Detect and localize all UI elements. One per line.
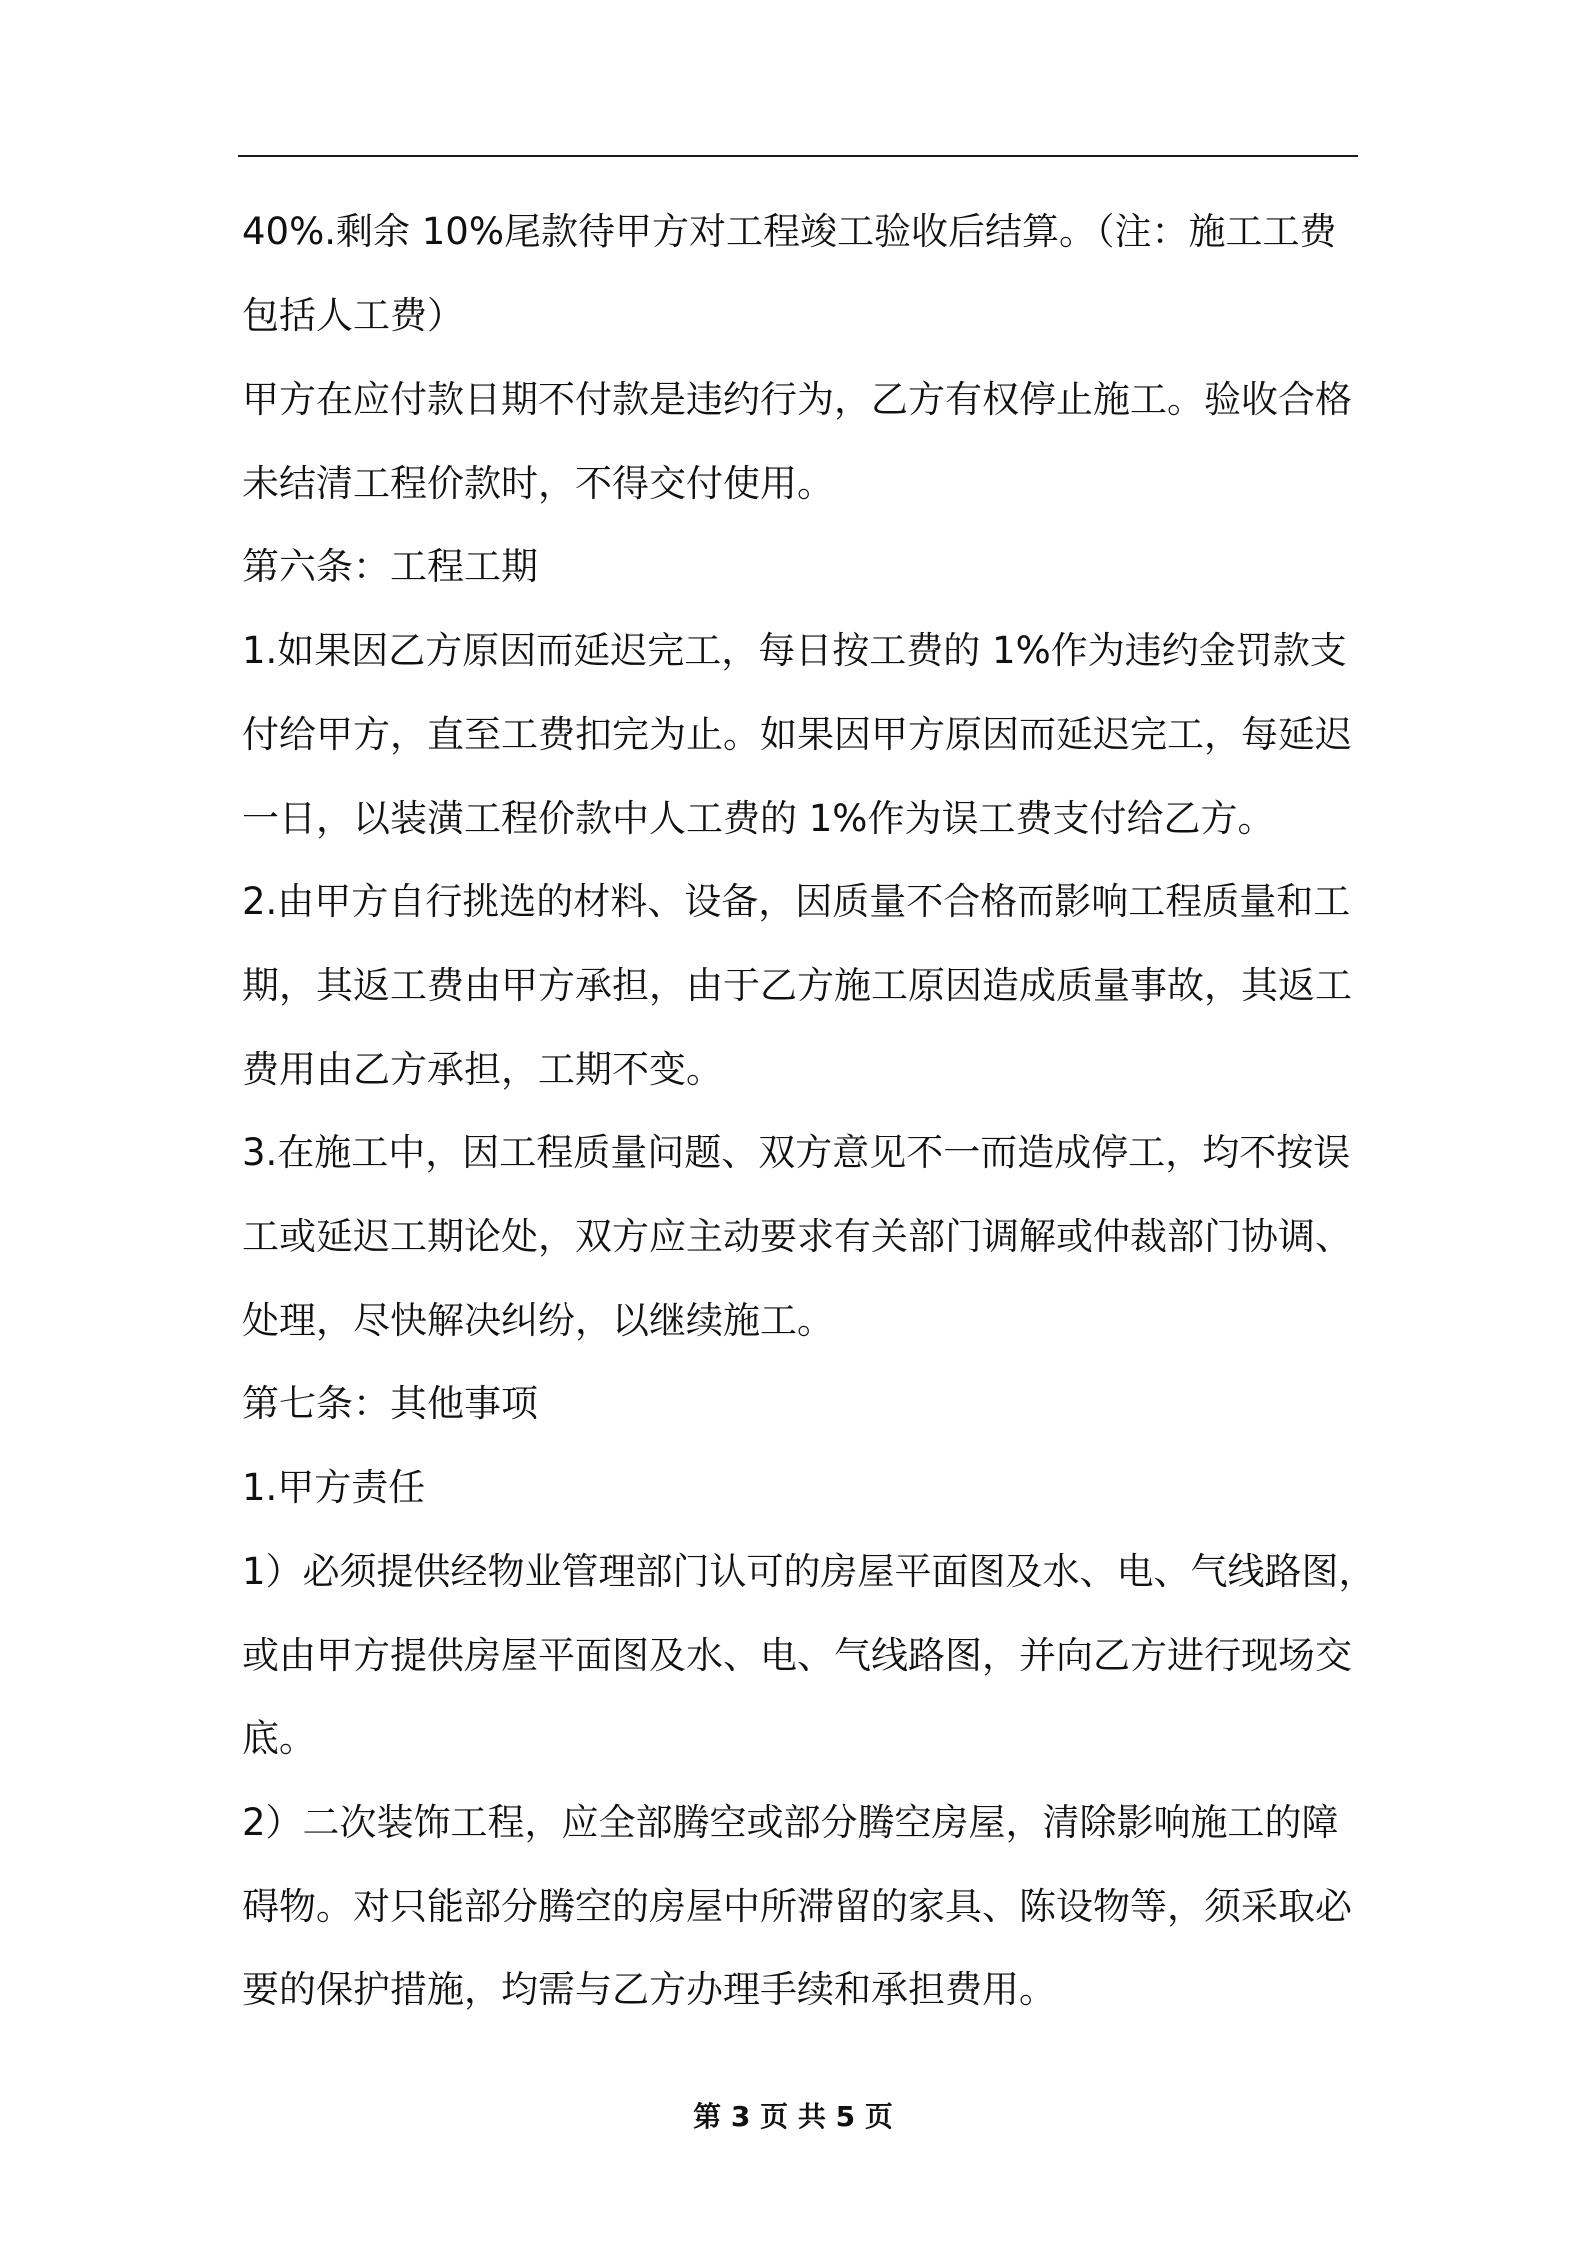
text-line: 底。 [242,1717,316,1760]
text-line: 2）二次装饰工程，应全部腾空或部分腾空房屋，清除影响施工的障 [242,1801,1339,1844]
text-line: 期，其返工费由甲方承担，由于乙方施工原因造成质量事故，其返工 [242,964,1352,1007]
text-line: 3.在施工中，因工程质量问题、双方意见不一而造成停工，均不按误 [242,1131,1351,1174]
text-line: 要的保护措施，均需与乙方办理手续和承担费用。 [242,1968,1056,2011]
header-rule [238,155,1358,157]
text-line: 处理，尽快解决纠纷，以继续施工。 [242,1299,834,1342]
text-line: 工或延迟工期论处，双方应主动要求有关部门调解或仲裁部门协调、 [242,1215,1352,1258]
text-line: 1.甲方责任 [242,1466,426,1509]
text-line: 2.由甲方自行挑选的材料、设备，因质量不合格而影响工程质量和工 [242,880,1351,923]
page-number-footer: 第 3 页 共 5 页 [693,2100,893,2133]
section-heading: 第六条：工程工期 [242,545,538,588]
text-line: 或由甲方提供房屋平面图及水、电、气线路图，并向乙方进行现场交 [242,1634,1352,1677]
text-line: 40%.剩余 10%尾款待甲方对工程竣工验收后结算。（注：施工工费 [242,210,1337,253]
text-line: 包括人工费） [242,294,464,337]
text-line: 费用由乙方承担，工期不变。 [242,1048,723,1091]
text-line: 未结清工程价款时，不得交付使用。 [242,462,834,505]
section-heading: 第七条：其他事项 [242,1382,538,1425]
text-line: 付给甲方，直至工费扣完为止。如果因甲方原因而延迟完工，每延迟 [242,713,1352,756]
text-line: 甲方在应付款日期不付款是违约行为，乙方有权停止施工。验收合格 [242,378,1352,421]
text-line: 1）必须提供经物业管理部门认可的房屋平面图及水、电、气线路图， [242,1550,1376,1593]
text-line: 碍物。对只能部分腾空的房屋中所滞留的家具、陈设物等，须采取必 [242,1885,1352,1928]
text-line: 1.如果因乙方原因而延迟完工，每日按工费的 1%作为违约金罚款支 [242,629,1347,672]
text-line: 一日，以装潢工程价款中人工费的 1%作为误工费支付给乙方。 [242,797,1275,840]
